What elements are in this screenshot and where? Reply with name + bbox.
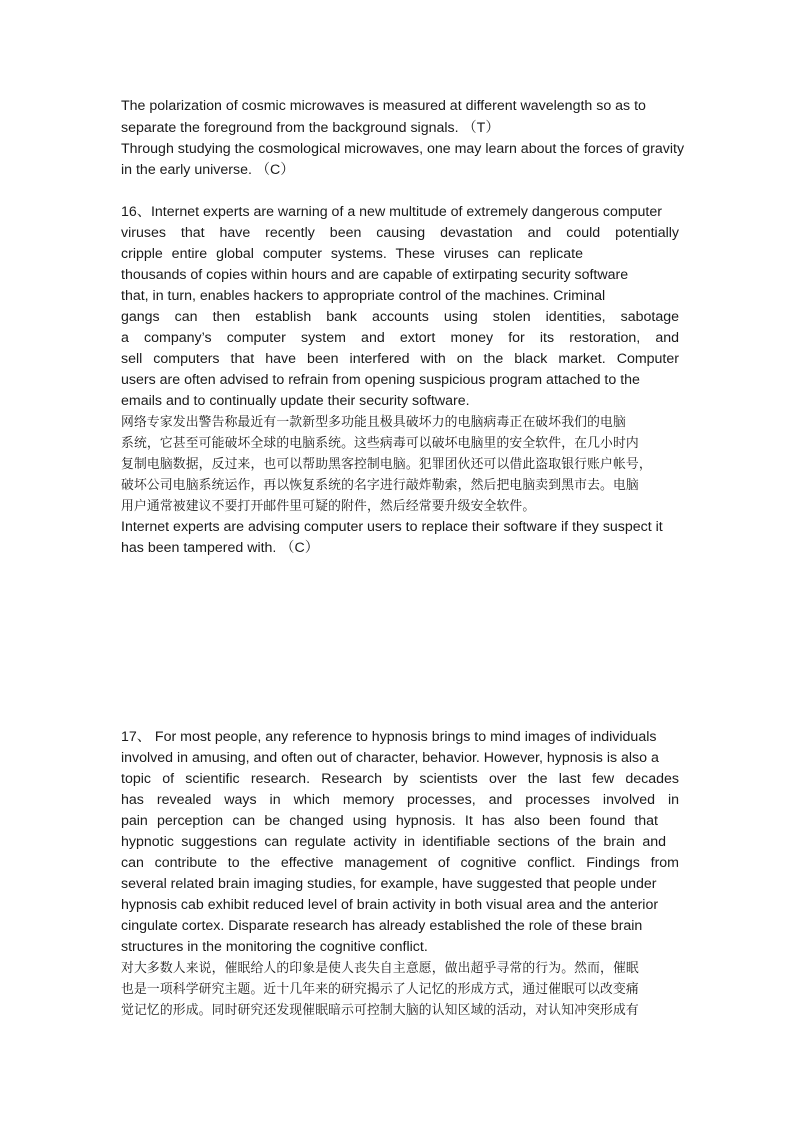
q17-line-8: several related brain imaging studies, for example, have suggested that people under [121, 876, 657, 892]
prev-line-3: Through studying the cosmological microwaves, one may learn about the forces of gravity [121, 141, 685, 157]
q16-line-8: sell computers that have been interfered with on the black market. Computer [121, 351, 679, 367]
q17-line-3: topic of scientific research. Research by scientists over the last few decades [121, 771, 679, 787]
q16-statement-1: Internet experts are advising computer users to replace their software if they suspect it [121, 519, 663, 535]
q16-line-2: viruses that have recently been causing devastation and could potentially [121, 225, 679, 241]
q16-translation-4: 破坏公司电脑系统运作，再以恢复系统的名字进行敲炸勒索，然后把电脑卖到黑市去。电脑 [121, 478, 639, 493]
q16-line-3: cripple entire global computer systems. These viruses can replicate [121, 246, 583, 262]
q17-translation-1: 对大多数人来说，催眠给人的印象是使人丧失自主意愿，做出超乎寻常的行为。然而，催眠 [121, 961, 639, 976]
q17-line-4: has revealed ways in which memory processes, and processes involved in [121, 792, 679, 808]
q17-line-7: can contribute to the effective management of cognitive conflict. Findings from [121, 855, 679, 871]
q16-translation-3: 复制电脑数据，反过来，也可以帮助黑客控制电脑。犯罪团伙还可以借此盗取银行账户帐号， [121, 457, 652, 472]
q17-line-5: pain perception can be changed using hypnosis. It has also been found that [121, 813, 658, 829]
q17-line-2: involved in amusing, and often out of character, behavior. However, hypnosis is also a [121, 750, 659, 766]
q16-line-5: that, in turn, enables hackers to appropriate control of the machines. Criminal [121, 288, 606, 304]
q16-translation-2: 系统，它甚至可能破坏全球的电脑系统。这些病毒可以破坏电脑里的安全软件，在几小时内 [121, 436, 639, 451]
q17-line-10: cingulate cortex. Disparate research has already established the role of these brain [121, 918, 643, 934]
q17-line-1: 17、 For most people, any reference to hypnosis brings to mind images of individuals [121, 729, 657, 745]
prev-line-2: separate the foreground from the background signals. （T） [121, 120, 500, 136]
q17-line-11: structures in the monitoring the cognitive conflict. [121, 939, 428, 955]
q16-line-9: users are often advised to refrain from opening suspicious program attached to the [121, 372, 640, 388]
q16-line-4: thousands of copies within hours and are capable of extirpating security software [121, 267, 629, 283]
q17-translation-3: 觉记忆的形成。同时研究还发现催眠暗示可控制大脑的认知区域的活动，对认知冲突形成有 [121, 1003, 639, 1018]
prev-line-1: The polarization of cosmic microwaves is measured at different wavelength so as to [121, 98, 646, 114]
q17-line-9: hypnosis cab exhibit reduced level of brain activity in both visual area and the anterior [121, 897, 659, 913]
q16-line-7: a company’s computer system and extort money for its restoration, and [121, 330, 679, 346]
q16-translation-5: 用户通常被建议不要打开邮件里可疑的附件，然后经常要升级安全软件。 [121, 499, 536, 514]
q16-line-10: emails and to continually update their security software. [121, 393, 470, 409]
q16-statement-2: has been tampered with. （C） [121, 540, 319, 556]
q16-translation-1: 网络专家发出警告称最近有一款新型多功能且极具破坏力的电脑病毒正在破坏我们的电脑 [121, 415, 626, 430]
q16-line-1: 16、Internet experts are warning of a new multitude of extremely dangerous computer [121, 204, 662, 220]
q16-line-6: gangs can then establish bank accounts using stolen identities, sabotage [121, 309, 679, 325]
prev-line-4: in the early universe. （C） [121, 162, 295, 178]
q17-line-6: hypnotic suggestions can regulate activity in identifiable sections of the brain and [121, 834, 666, 850]
q17-translation-2: 也是一项科学研究主题。近十几年来的研究揭示了人记忆的形成方式，通过催眠可以改变痛 [121, 982, 639, 997]
